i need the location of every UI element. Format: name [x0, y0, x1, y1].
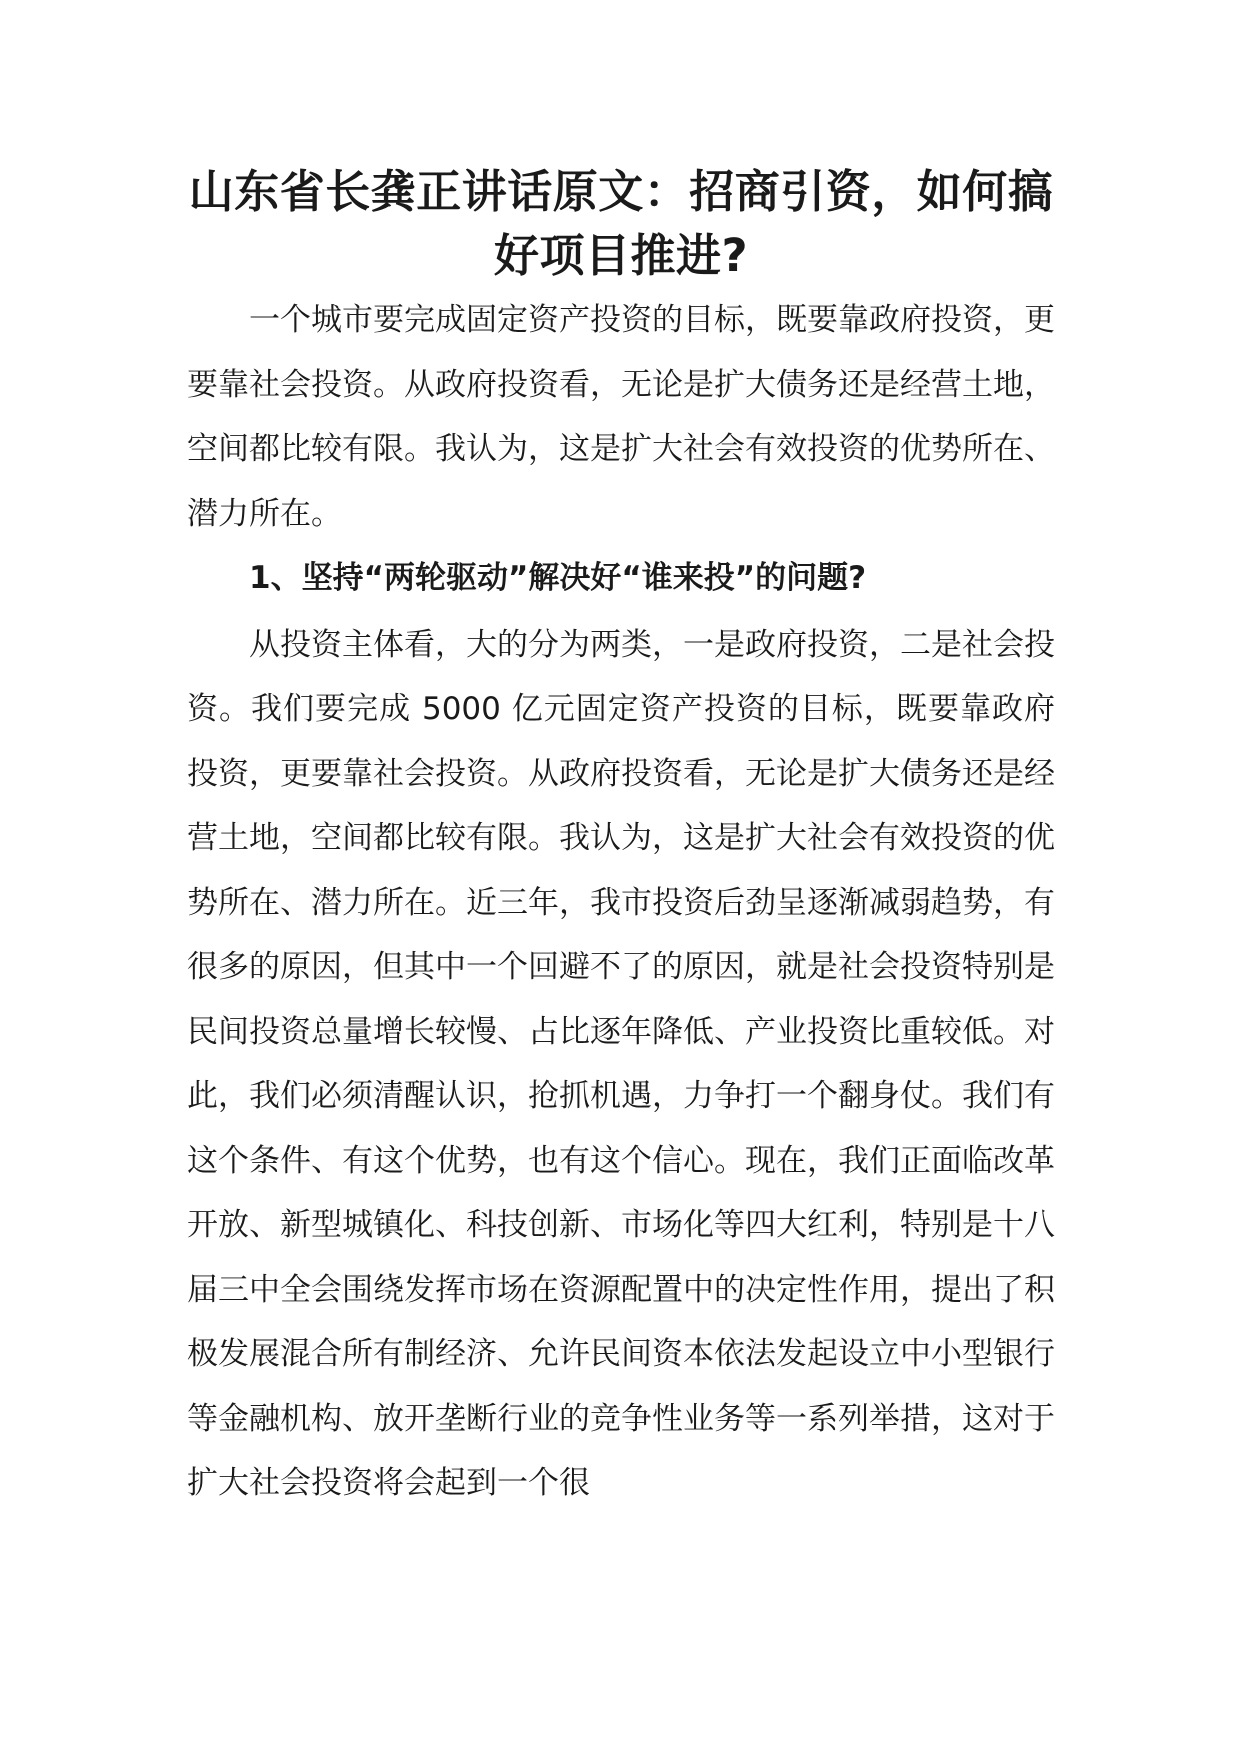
document-title: 山东省长龚正讲话原文：招商引资，如何搞好项目推进? — [188, 165, 1054, 282]
section-heading: 1、坚持“两轮驱动”解决好“谁来投”的问题? — [249, 560, 867, 596]
intro-paragraph: 一个城市要完成固定资产投资的目标，既要靠政府投资，更要靠社会投资。从政府投资看，无论是扩大债务还是经营土地，空间都比较有限。我认为，这是扩大社会有效投资的优势所在、潜力所在。 — [187, 302, 1055, 532]
document-page — [187, 160, 1055, 1516]
section-paragraph: 从投资主体看，大的分为两类，一是政府投资，二是社会投资。我们要完成 5000 亿元固定资产投资的目标，既要靠政府投资，更要靠社会投资。从政府投资看，无论是扩大债务还是经营土地，空间都比较有限。我认为，这是扩大社会有效投资的优势所在、潜力所在。近三年，我市投资后劲呈逐渐减弱趋势，有很多的原因，但其中一个回避不了的原因，就是社会投资特别是民间投资总量增长较慢、占比逐年降低、产业投资比重较低。对此，我们必须清醒认识，抢抓机遇，力争打一个翻身仗。我们有这个条件、有这个优势，也有这个信心。现在，我们正面临改革开放、新型城镇化、科技创新、市场化等四大红利，特别是十八届三中全会围绕发挥市场在资源配置中的决定性作用，提出了积极发展混合所有制经济、允许民间资本依法发起设立中小型银行等金融机构、放开垄断行业的竞争性业务等一系列举措，这对于扩大社会投资将会起到一个很 — [187, 626, 1055, 1501]
